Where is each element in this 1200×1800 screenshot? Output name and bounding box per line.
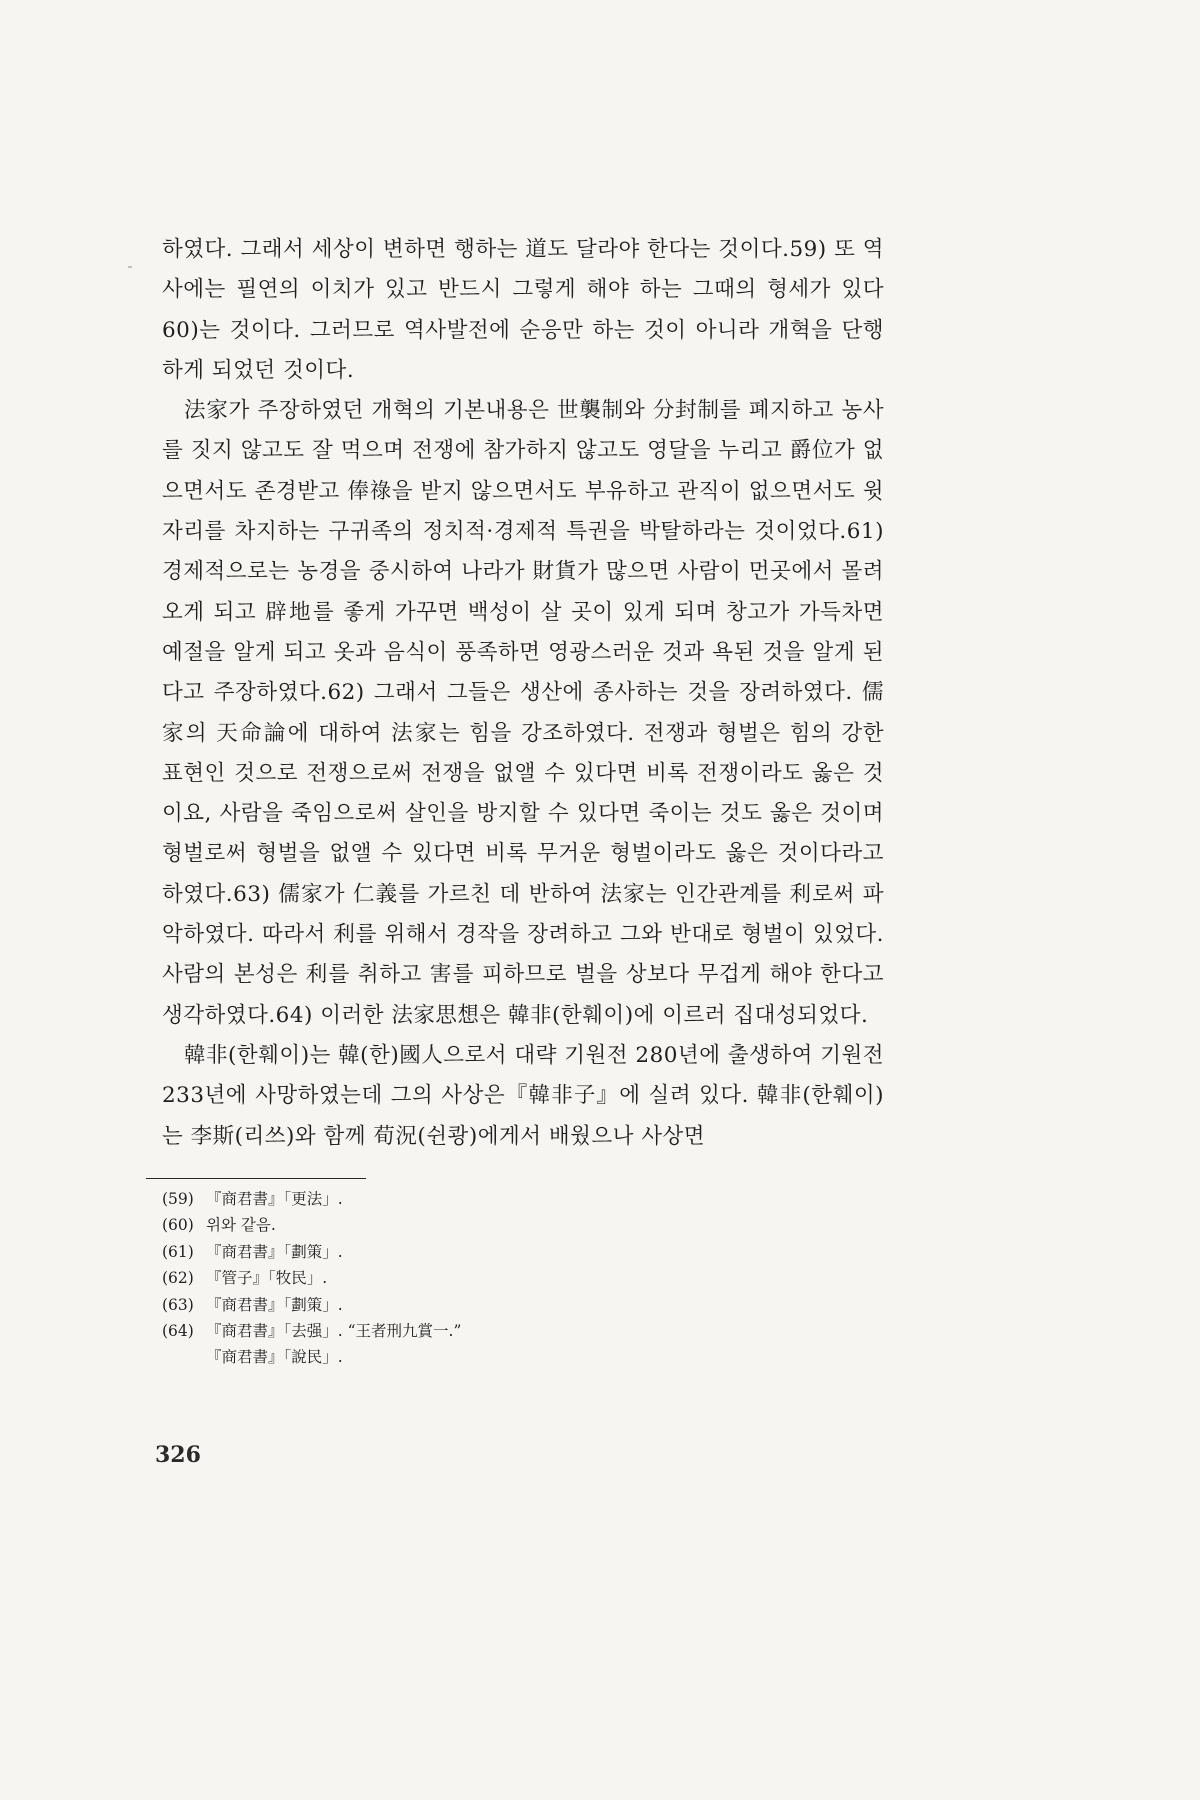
footnote-text: 『商君書』「去强」. “王者刑九賞一.”: [206, 1322, 462, 1341]
footnote-text: 『商君書』「劃策」.: [206, 1242, 343, 1261]
footnote-text: 『管子』「牧民」.: [206, 1269, 328, 1288]
main-text: [162, 230, 884, 1157]
footnote-number: (60): [162, 1216, 194, 1235]
paragraph-1: 하였다. 그래서 세상이 변하면 행하는 道도 달라야 한다는 것이다.59) 또 역사에는 필연의 이치가 있고 반드시 그렇게 해야 하는 그때의 형세가 있다60)는 것이다. 그러므로 역사발전에 순응만 하는 것이 아니라 개혁을 단행하게 되었던 것이다.: [162, 237, 884, 383]
footnote-64-continued: [162, 1344, 862, 1370]
footnote-number: (62): [162, 1269, 194, 1288]
footnote-number: (61): [162, 1242, 194, 1261]
footnote-61: [162, 1239, 862, 1265]
page-number: 326: [155, 1442, 201, 1468]
paragraph-2: 法家가 주장하였던 개혁의 기본내용은 世襲制와 分封制를 폐지하고 농사를 짓지 않고도 잘 먹으며 전쟁에 참가하지 않고도 영달을 누리고 爵位가 없으면서도 존경받고 俸祿을 받지 않으면서도 부유하고 관직이 없으면서도 윗자리를 차지하는 구귀족의 정치적·경제적 특권을 박탈하라는 것이었다.61) 경제적으로는 농경을 중시하여 나라가 財貨가 많으면 사람이 먼곳에서 몰려 오게 되고 辟地를 좋게 가꾸면 백성이 살 곳이 있게 되며 창고가 가득차면 예절을 알게 되고 옷과 음식이 풍족하면 영광스러운 것과 욕된 것을 알게 된다고 주장하였다.62) 그래서 그들은 생산에 종사하는 것을 장려하였다. 儒家의 天命論에 대하여 法家는 힘을 강조하였다. 전쟁과 형벌은 힘의 강한 표현인 것으로 전쟁으로써 전쟁을 없앨 수 있다면 비록 전쟁이라도 옳은 것이요, 사람을 죽임으로써 살인을 방지할 수 있다면 죽이는 것도 옳은 것이며 형벌로써 형벌을 없앨 수 있다면 비록 무거운 형벌이라도 옳은 것이다라고 하였다.63) 儒家가 仁義를 가르친 데 반하여 法家는 인간관계를 利로써 파악하였다. 따라서 利를 위해서 경작을 장려하고 그와 반대로 형벌이 있었다. 사람의 본성은 利를 취하고 害를 피하므로 벌을 상보다 무겁게 해야 한다고 생각하였다.64) 이러한 法家思想은 韓非(한훼이)에 이르러 집대성되었다.: [162, 398, 884, 1028]
footnote-64: [162, 1318, 862, 1344]
footnote-text: 위와 같음.: [206, 1216, 276, 1235]
footnote-62: [162, 1265, 862, 1291]
scan-speck: [128, 266, 132, 268]
footnote-text: 『商君書』「更法」.: [206, 1190, 343, 1208]
footnote-number: (63): [162, 1295, 194, 1314]
footnote-number: (64): [162, 1322, 194, 1341]
paragraph-3: 韓非(한훼이)는 韓(한)國人으로서 대략 기원전 280년에 출생하여 기원전 233년에 사망하였는데 그의 사상은『韓非子』에 실려 있다. 韓非(한훼이)는 李斯(리쓰)와 함께 荀況(쉰쾅)에게서 배웠으나 사상면: [162, 1042, 885, 1149]
footnote-number: (59): [162, 1190, 194, 1208]
footnote-63: [162, 1292, 862, 1318]
footnote-text: 『商君書』「說民」.: [206, 1348, 343, 1367]
footnote-60: [162, 1212, 862, 1238]
footnote-text: 『商君書』「劃策」.: [206, 1295, 343, 1314]
footnote-59: [162, 1186, 862, 1212]
footnotes: [162, 1186, 862, 1371]
footnote-divider: [146, 1178, 366, 1179]
